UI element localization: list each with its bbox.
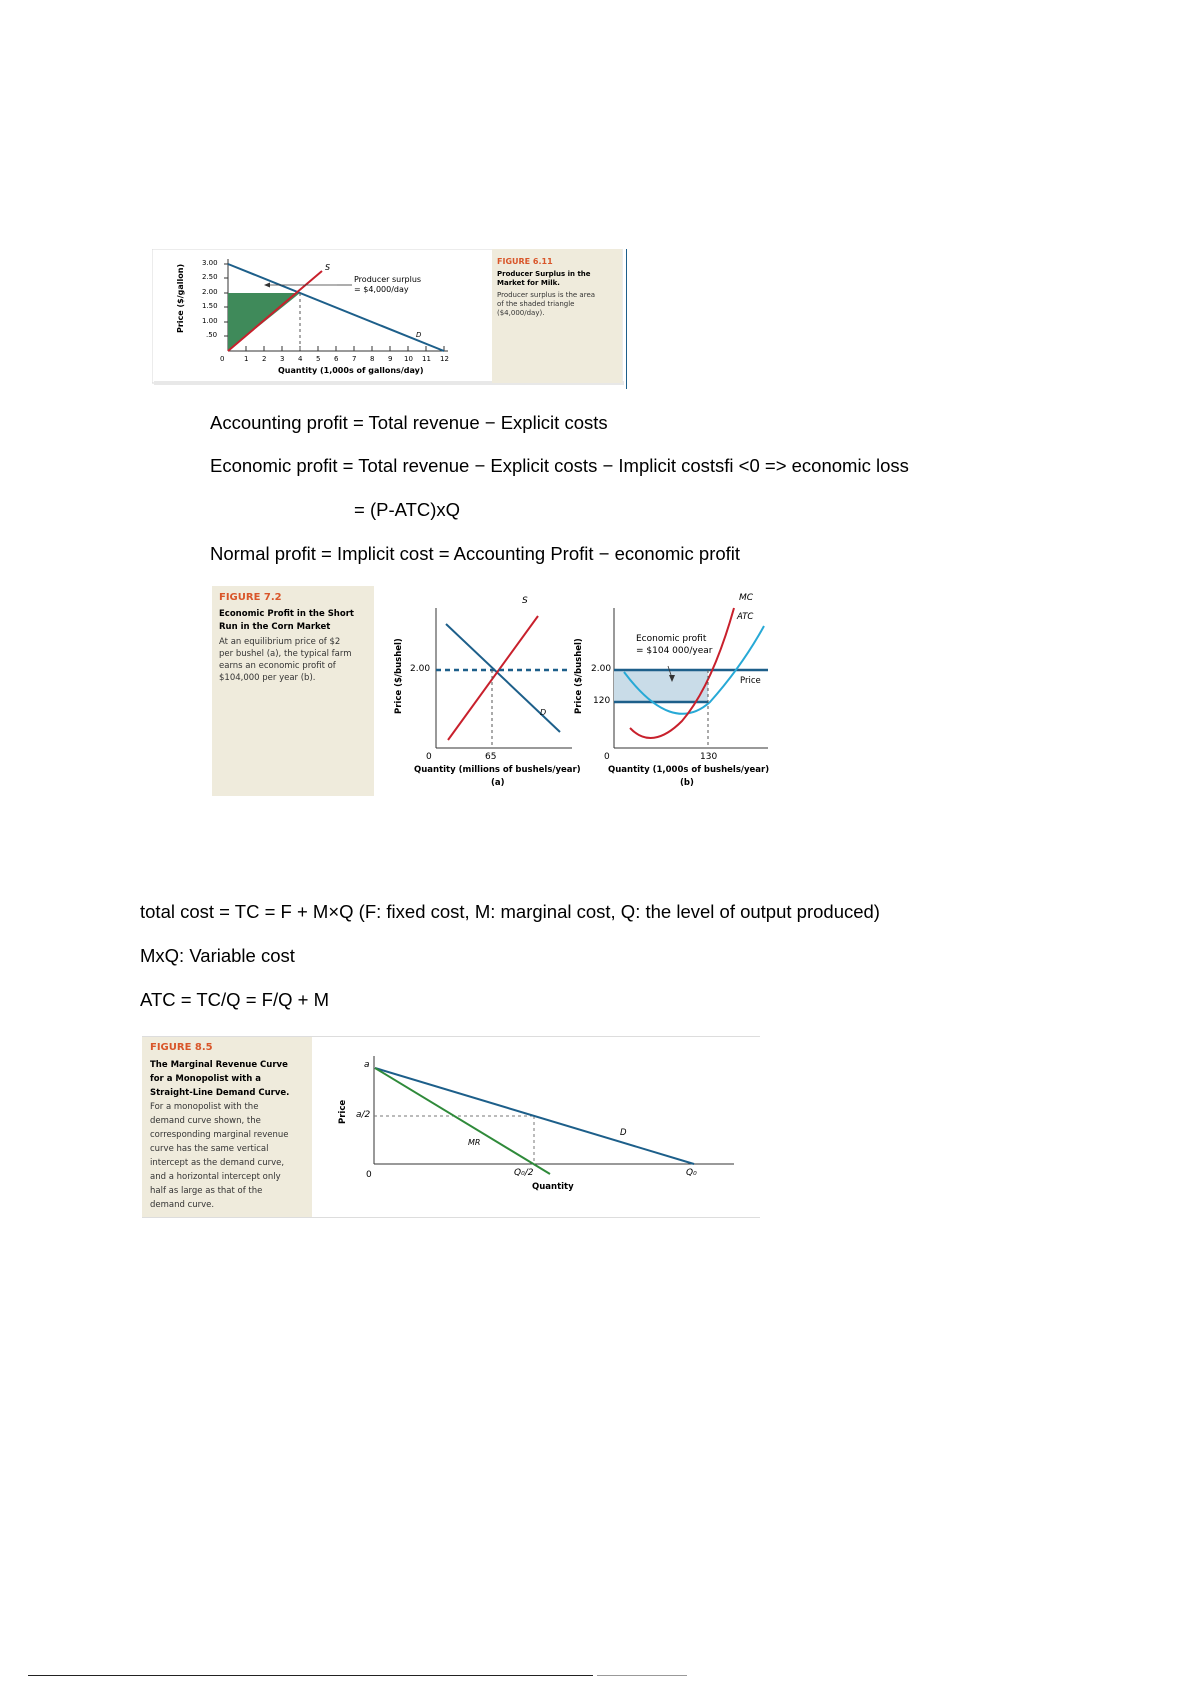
economic-profit-annotation: = $104 000/year (636, 646, 713, 656)
supply-label: S (325, 263, 331, 272)
figure-title: Run in the Corn Market (219, 622, 331, 632)
variable-cost-line: MxQ: Variable cost (140, 945, 295, 966)
figure-desc: curve has the same vertical (150, 1144, 269, 1154)
panel-b-label: (b) (680, 778, 694, 788)
surplus-annotation: Producer surplus (354, 275, 422, 284)
economic-profit-formula: Economic profit = Total revenue − Explicit costs − Implicit costsfi <0 => economic loss (210, 455, 909, 476)
figure-desc: per bushel (a), the typical farm (219, 649, 352, 659)
ytick: 1.50 (202, 302, 218, 310)
mc-label: MC (739, 593, 754, 603)
normal-profit-formula: Normal profit = Implicit cost = Accounting Profit − economic profit (210, 543, 741, 564)
panel-a-xlabel: Quantity (millions of bushels/year) (414, 765, 581, 775)
origin-zero: 0 (366, 1170, 372, 1180)
figure-title: Straight-Line Demand Curve. (150, 1088, 290, 1098)
panel-b-zero: 0 (604, 752, 610, 762)
figure-desc: demand curve shown, the (150, 1116, 261, 1126)
ytick: .50 (206, 331, 218, 339)
figure-desc: intercept as the demand curve, (150, 1158, 285, 1168)
footer-rule (28, 1675, 593, 1676)
q-half-label: Q₀/2 (514, 1168, 534, 1178)
panel-b-price: 2.00 (591, 664, 612, 674)
demand-label: D (416, 331, 422, 339)
figure-title: for a Monopolist with a (150, 1074, 261, 1084)
figure-title: Producer Surplus in the (497, 270, 591, 278)
xtick: 12 (440, 355, 449, 363)
economic-profit-area (614, 670, 708, 702)
panel-a-s: S (522, 596, 528, 606)
panel-b-qty: 130 (700, 752, 718, 762)
figure-desc: of the shaded triangle (497, 300, 575, 308)
figure-desc: At an equilibrium price of $2 (219, 637, 341, 647)
surplus-annotation: = $4,000/day (354, 285, 409, 294)
panel-b-cost: 120 (593, 696, 611, 706)
figure-number: FIGURE 6.11 (497, 257, 553, 266)
xtick: 11 (422, 355, 431, 363)
figure-6-11 (152, 249, 627, 389)
figure-number: FIGURE 8.5 (150, 1042, 213, 1053)
xtick: 3 (280, 355, 285, 363)
figure-desc: and a horizontal intercept only (150, 1172, 281, 1182)
ytick: 2.00 (202, 288, 218, 296)
xtick: 9 (388, 355, 393, 363)
figure-desc: Producer surplus is the area (497, 291, 596, 299)
figure-title: Economic Profit in the Short (219, 609, 354, 619)
q0-label: Q₀ (686, 1168, 697, 1178)
ytick: 0 (220, 355, 225, 363)
panel-a-zero: 0 (426, 752, 432, 762)
fig611-xlabel: Quantity (1,000s of gallons/day) (278, 366, 424, 375)
figure-desc: For a monopolist with the (150, 1102, 259, 1112)
price-axis-label: Price (338, 1099, 348, 1124)
xtick: 8 (370, 355, 375, 363)
figure-desc: $104,000 per year (b). (219, 673, 316, 683)
panel-a-label: (a) (491, 778, 505, 788)
figure-desc: demand curve. (150, 1200, 215, 1210)
figure-7-2 (212, 586, 790, 796)
total-cost-formula: total cost = TC = F + M×Q (F: fixed cost, M: marginal cost, Q: the level of output produced) (140, 901, 880, 922)
figure-number: FIGURE 7.2 (219, 592, 282, 603)
panel-a-qty: 65 (485, 752, 497, 762)
economic-profit-alt: = (P-ATC)xQ (354, 499, 461, 520)
intercept-a: a (364, 1060, 370, 1070)
ytick: 2.50 (202, 273, 218, 281)
xtick: 4 (298, 355, 303, 363)
xtick: 1 (244, 355, 249, 363)
figure-title: The Marginal Revenue Curve (150, 1060, 288, 1070)
figure-desc: ($4,000/day). (497, 309, 545, 317)
figure-desc: corresponding marginal revenue (150, 1130, 289, 1140)
figure-desc: earns an economic profit of (219, 661, 336, 671)
mr-label: MR (468, 1138, 481, 1147)
accounting-profit-formula: Accounting profit = Total revenue − Explicit costs (210, 412, 608, 433)
panel-a-d: D (540, 708, 547, 717)
figure-title: Market for Milk. (497, 279, 560, 287)
quantity-axis-label: Quantity (532, 1182, 574, 1192)
figure-8-5 (142, 1036, 760, 1218)
panel-b-xlabel: Quantity (1,000s of bushels/year) (608, 765, 770, 775)
xtick: 2 (262, 355, 267, 363)
panel-a-price: 2.00 (410, 664, 431, 674)
price-label: Price (740, 676, 761, 686)
atc-label: ATC (737, 612, 754, 622)
fig611-ylabel: Price ($/gallon) (176, 263, 185, 333)
atc-formula: ATC = TC/Q = F/Q + M (140, 989, 329, 1010)
xtick: 7 (352, 355, 357, 363)
ytick: 1.00 (202, 317, 218, 325)
xtick: 6 (334, 355, 339, 363)
panel-a-ylabel: Price ($/bushel) (394, 638, 404, 714)
panel-b-ylabel: Price ($/bushel) (574, 638, 584, 714)
intercept-a-half: a/2 (356, 1110, 371, 1120)
footer-rule-short (597, 1675, 687, 1676)
ytick: 3.00 (202, 259, 218, 267)
figure-desc: half as large as that of the (150, 1186, 263, 1196)
xtick: 10 (404, 355, 413, 363)
economic-profit-annotation: Economic profit (636, 634, 707, 644)
d-label: D (620, 1128, 627, 1138)
xtick: 5 (316, 355, 321, 363)
